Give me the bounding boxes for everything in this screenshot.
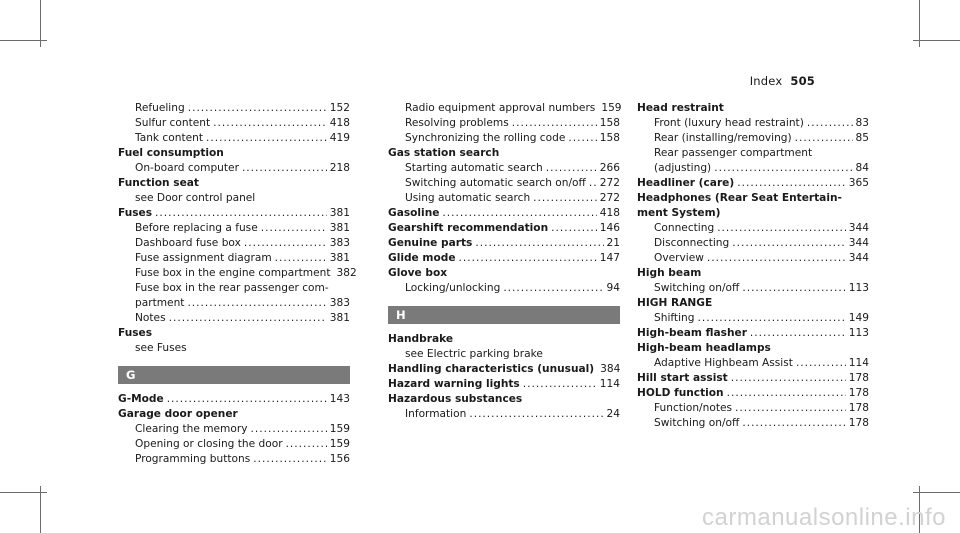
dot-leader (533, 191, 597, 206)
index-subentry[interactable] (118, 116, 350, 131)
index-heading[interactable] (388, 251, 620, 266)
index-subentry[interactable] (388, 161, 620, 176)
index-subentry[interactable] (637, 356, 869, 371)
entry-text: see Electric parking brake (405, 348, 543, 360)
entry-text: Starting automatic search (405, 162, 543, 174)
page-header (750, 74, 815, 88)
page-reference[interactable]: 218 (329, 162, 350, 174)
entry-text: Function seat (118, 177, 199, 189)
dot-leader (523, 377, 597, 392)
page-reference[interactable]: 113 (848, 327, 869, 339)
entry-text: Connecting (654, 222, 715, 234)
entry-text: Front (luxury head restraint) (654, 117, 804, 129)
dot-leader (731, 371, 846, 386)
entry-text: Switching automatic search on/off (405, 177, 586, 189)
index-subentry[interactable] (388, 101, 620, 116)
dot-leader (253, 452, 327, 467)
entry-text: Radio equipment approval numbers (405, 102, 596, 114)
page-reference[interactable]: 158 (599, 132, 620, 144)
dot-leader (707, 251, 846, 266)
page-reference[interactable]: 419 (329, 132, 350, 144)
index-heading[interactable] (118, 206, 350, 221)
index-heading[interactable] (388, 221, 620, 236)
dot-leader (169, 311, 327, 326)
page-reference[interactable]: 156 (329, 453, 350, 465)
dot-leader (742, 416, 845, 431)
entry-text: Notes (135, 312, 166, 324)
page-reference[interactable]: 158 (599, 117, 620, 129)
crop-mark (913, 492, 960, 493)
page-reference[interactable]: 266 (599, 162, 620, 174)
dot-leader (275, 251, 327, 266)
index-subentry[interactable] (388, 116, 620, 131)
index-subentry[interactable] (118, 266, 357, 281)
entry-text: Fuse box in the rear passenger com- (135, 282, 329, 294)
index-subentry[interactable] (637, 116, 869, 131)
page-reference[interactable]: 365 (848, 177, 869, 189)
page-reference[interactable]: 272 (599, 177, 620, 189)
entry-text: Gearshift recommendation (388, 222, 549, 234)
dot-leader (697, 311, 845, 326)
page-reference[interactable]: 381 (329, 312, 350, 324)
entry-text: Fuse assignment diagram (135, 252, 272, 264)
page-reference[interactable]: 383 (329, 297, 350, 309)
page-reference[interactable]: 344 (848, 222, 869, 234)
dot-leader (727, 386, 846, 401)
page-reference[interactable]: 159 (329, 423, 350, 435)
dot-leader (286, 437, 327, 452)
index-subentry[interactable] (388, 281, 620, 296)
entry-text: High-beam headlamps (637, 342, 771, 354)
page-reference[interactable]: 178 (848, 372, 869, 384)
page-number: 505 (790, 74, 815, 88)
index-heading (118, 146, 350, 161)
index-heading[interactable] (388, 377, 620, 392)
index-heading (637, 101, 869, 116)
page-reference[interactable]: 418 (599, 207, 620, 219)
dot-leader (551, 221, 597, 236)
index-subentry[interactable] (118, 221, 350, 236)
entry-text: High beam (637, 267, 702, 279)
entry-text: Headliner (care) (637, 177, 735, 189)
dot-leader (206, 131, 327, 146)
entry-text: Locking/unlocking (405, 282, 501, 294)
crop-mark (0, 40, 47, 41)
entry-text: Fuse box in the engine compartment (135, 267, 331, 279)
entry-text: ment System) (637, 207, 721, 219)
dot-leader (459, 251, 597, 266)
entry-text: Sulfur content (135, 117, 211, 129)
entry-text: see Fuses (135, 342, 187, 354)
dot-leader (796, 356, 846, 371)
entry-text: Handbrake (388, 333, 454, 345)
index-subentry[interactable] (388, 131, 620, 146)
entry-text: see Door control panel (135, 192, 256, 204)
page-reference[interactable]: 152 (329, 102, 350, 114)
page-reference[interactable]: 344 (848, 237, 869, 249)
index-subentry[interactable] (388, 191, 620, 206)
index-subentry (118, 281, 350, 296)
entry-text: Using automatic search (405, 192, 531, 204)
section-letter-g: G (118, 366, 350, 384)
page-reference[interactable]: 178 (848, 402, 869, 414)
index-heading (388, 392, 620, 407)
entry-text: Hazardous substances (388, 393, 523, 405)
index-subentry[interactable] (118, 161, 350, 176)
page-reference[interactable]: 418 (329, 117, 350, 129)
index-subentry[interactable] (637, 236, 869, 251)
entry-text: Synchronizing the rolling code (405, 132, 566, 144)
index-subentry[interactable] (118, 422, 350, 437)
entry-text: Tank content (135, 132, 203, 144)
entry-text: On-board computer (135, 162, 239, 174)
index-subentry[interactable] (637, 281, 869, 296)
index-heading (388, 146, 620, 161)
page-reference[interactable]: 178 (848, 417, 869, 429)
dot-leader (546, 161, 597, 176)
page-reference[interactable]: 83 (855, 117, 869, 129)
dot-leader (717, 221, 846, 236)
index-subentry (118, 191, 350, 206)
index-heading (637, 296, 869, 311)
page-reference[interactable]: 159 (329, 438, 350, 450)
watermark: carmanualsonline.info (702, 504, 946, 531)
index-subentry[interactable] (637, 416, 869, 431)
dot-leader (250, 422, 326, 437)
entry-text: Fuses (118, 327, 153, 339)
index-subentry[interactable] (388, 176, 620, 191)
entry-text: Clearing the memory (135, 423, 248, 435)
index-heading (637, 266, 869, 281)
dot-leader (503, 281, 603, 296)
entry-text: Garage door opener (118, 408, 238, 420)
entry-text: Function/notes (654, 402, 733, 414)
crop-mark (913, 40, 960, 41)
index-heading (637, 341, 869, 356)
entry-text: Handling characteristics (unusual) (388, 363, 595, 375)
entry-text: HOLD function (637, 387, 724, 399)
index-column-1 (118, 101, 357, 467)
page-reference[interactable]: 114 (848, 357, 869, 369)
page-reference[interactable]: 344 (848, 252, 869, 264)
index-heading (118, 176, 350, 191)
index-subentry[interactable] (637, 311, 869, 326)
entry-text: Gas station search (388, 147, 500, 159)
entry-text: Information (405, 408, 467, 420)
index-subentry[interactable] (118, 131, 350, 146)
index-subentry[interactable] (637, 401, 869, 416)
index-heading[interactable] (388, 206, 620, 221)
page-reference[interactable]: 383 (329, 237, 350, 249)
index-subentry[interactable] (118, 296, 350, 311)
dot-leader (568, 131, 596, 146)
page-reference[interactable]: 143 (329, 393, 350, 405)
index-subentry[interactable] (637, 221, 869, 236)
dot-leader (244, 236, 327, 251)
entry-text: Shifting (654, 312, 695, 324)
dot-leader (512, 116, 597, 131)
dot-leader (469, 407, 603, 422)
entry-text: High-beam flasher (637, 327, 747, 339)
index-heading[interactable] (388, 236, 620, 251)
dot-leader (167, 392, 327, 407)
index-heading (118, 326, 350, 341)
entry-text: Fuel consumption (118, 147, 224, 159)
index-subentry[interactable] (637, 251, 869, 266)
index-subentry[interactable] (637, 161, 869, 176)
entry-text: Rear (installing/removing) (654, 132, 792, 144)
entry-text: Adaptive Highbeam Assist (654, 357, 793, 369)
dot-leader (807, 116, 853, 131)
index-column-2 (388, 101, 620, 422)
index-subentry[interactable] (118, 311, 350, 326)
index-heading (637, 206, 869, 221)
page-reference[interactable]: 381 (329, 252, 350, 264)
index-heading (388, 332, 620, 347)
entry-text: Overview (654, 252, 704, 264)
dot-leader (589, 176, 597, 191)
header-label: Index (749, 74, 783, 88)
dot-leader (795, 131, 853, 146)
index-heading (118, 407, 350, 422)
dot-leader (732, 236, 846, 251)
index-heading[interactable] (637, 386, 869, 401)
index-subentry[interactable] (118, 101, 350, 116)
page-reference[interactable]: 381 (329, 207, 350, 219)
page-reference[interactable]: 114 (599, 378, 620, 390)
page-reference[interactable]: 147 (599, 252, 620, 264)
crop-mark (0, 492, 47, 493)
entry-text: Head restraint (637, 102, 724, 114)
index-subentry[interactable] (637, 131, 869, 146)
entry-text: Hazard warning lights (388, 378, 520, 390)
index-heading (388, 266, 620, 281)
page-reference[interactable]: 24 (606, 408, 620, 420)
entry-text: Programming buttons (135, 453, 251, 465)
entry-text: Genuine parts (388, 237, 473, 249)
page-reference[interactable]: 113 (848, 282, 869, 294)
entry-text: Resolving problems (405, 117, 509, 129)
page-reference[interactable]: 178 (848, 387, 869, 399)
index-heading[interactable] (637, 176, 869, 191)
dot-leader (187, 296, 326, 311)
dot-leader (261, 221, 327, 236)
section-letter-h: H (388, 306, 620, 324)
entry-text: Switching on/off (654, 417, 740, 429)
dot-leader (242, 161, 327, 176)
page-reference[interactable]: 382 (336, 267, 357, 279)
index-subentry (118, 341, 350, 356)
page-reference[interactable]: 381 (329, 222, 350, 234)
dot-leader (213, 116, 327, 131)
entry-text: Gasoline (388, 207, 440, 219)
page-reference[interactable]: 94 (606, 282, 620, 294)
index-column-3 (637, 101, 869, 431)
page-reference[interactable]: 384 (600, 363, 621, 375)
index-heading[interactable] (637, 371, 869, 386)
index-heading[interactable] (388, 362, 620, 377)
dot-leader (188, 101, 327, 116)
entry-text: G-Mode (118, 393, 164, 405)
page-reference[interactable]: 149 (848, 312, 869, 324)
dot-leader (475, 236, 603, 251)
entry-text: Dashboard fuse box (135, 237, 241, 249)
index-heading (637, 191, 869, 206)
entry-text: Glide mode (388, 252, 456, 264)
dot-leader (737, 176, 846, 191)
entry-text: Fuses (118, 207, 153, 219)
entry-text: Rear passenger compartment (654, 147, 813, 159)
entry-text: Headphones (Rear Seat Entertain- (637, 192, 842, 204)
index-heading[interactable] (118, 392, 350, 407)
entry-text: HIGH RANGE (637, 297, 713, 309)
index-subentry[interactable] (118, 251, 350, 266)
page-reference[interactable]: 85 (855, 132, 869, 144)
entry-text: Hill start assist (637, 372, 728, 384)
entry-text: partment (135, 297, 185, 309)
dot-leader (442, 206, 596, 221)
dot-leader (735, 401, 846, 416)
entry-text: (adjusting) (654, 162, 712, 174)
dot-leader (750, 326, 846, 341)
index-subentry[interactable] (388, 407, 620, 422)
page-reference[interactable]: 146 (599, 222, 620, 234)
index-subentry[interactable] (118, 236, 350, 251)
page-reference[interactable]: 272 (599, 192, 620, 204)
page-reference[interactable]: 21 (606, 237, 620, 249)
index-subentry (388, 347, 620, 362)
entry-text: Glove box (388, 267, 448, 279)
index-heading[interactable] (637, 326, 869, 341)
page-reference[interactable]: 84 (855, 162, 869, 174)
entry-text: Before replacing a fuse (135, 222, 258, 234)
index-subentry (637, 146, 869, 161)
entry-text: Refueling (135, 102, 185, 114)
dot-leader (155, 206, 327, 221)
crop-mark (40, 486, 41, 533)
index-subentry[interactable] (118, 452, 350, 467)
dot-leader (714, 161, 852, 176)
page-reference[interactable]: 159 (601, 102, 622, 114)
entry-text: Disconnecting (654, 237, 730, 249)
entry-text: Opening or closing the door (135, 438, 283, 450)
entry-text: Switching on/off (654, 282, 740, 294)
dot-leader (742, 281, 845, 296)
index-subentry[interactable] (118, 437, 350, 452)
